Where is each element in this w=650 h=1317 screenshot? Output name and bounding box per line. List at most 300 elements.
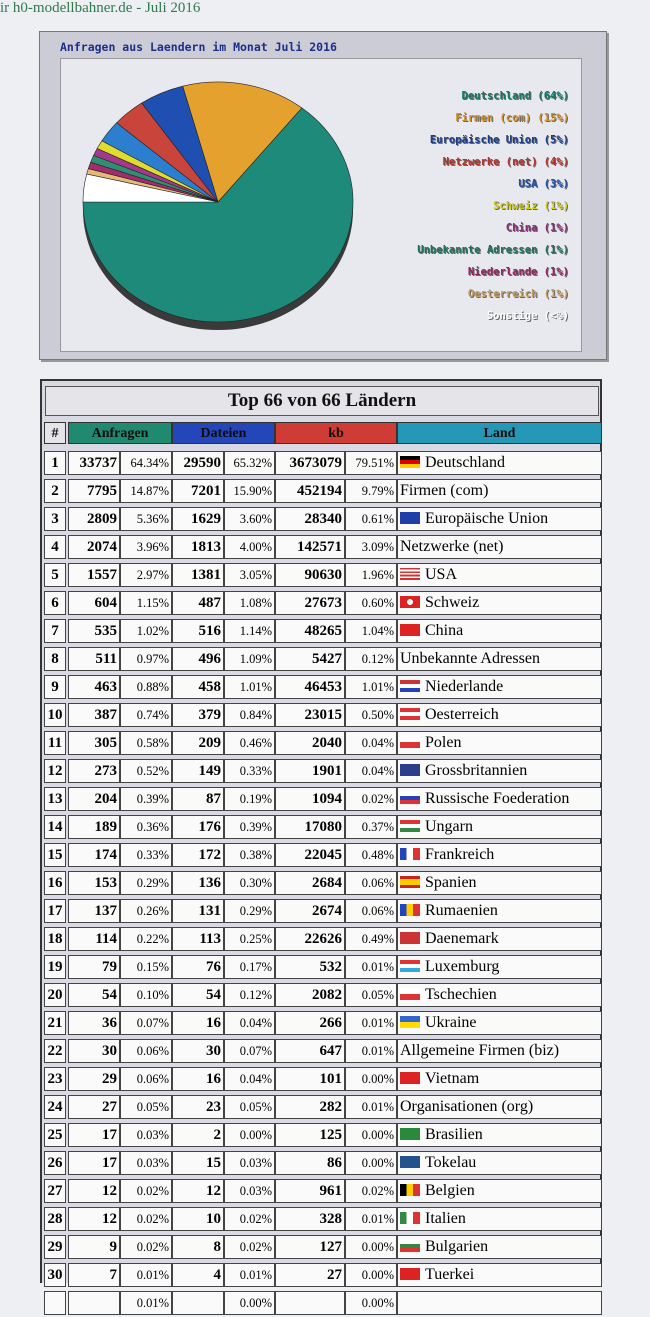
table-row — [42, 1037, 604, 1065]
hits-cell: 27 — [68, 1095, 120, 1119]
kb-percent-cell: 0.00% — [345, 1263, 397, 1287]
hits-percent-cell: 0.88% — [120, 675, 172, 699]
rank-cell: 14 — [44, 815, 66, 839]
hits-percent-cell: 14.87% — [120, 479, 172, 503]
files-cell: 149 — [172, 759, 224, 783]
table-row — [42, 1093, 604, 1121]
rank-cell: 10 — [44, 703, 66, 727]
table-row — [42, 869, 604, 897]
files-percent-cell: 0.03% — [224, 1151, 275, 1175]
rank-cell: 19 — [44, 955, 66, 979]
table-row — [42, 897, 604, 925]
kb-percent-cell: 9.79% — [345, 479, 397, 503]
country-cell — [397, 927, 602, 951]
files-cell: 54 — [172, 983, 224, 1007]
kb-cell: 17080 — [275, 815, 345, 839]
rank-cell: 26 — [44, 1151, 66, 1175]
rank-cell — [44, 1291, 66, 1315]
legend-item: USA (3%) — [518, 178, 569, 190]
table-row — [42, 1261, 604, 1289]
files-percent-cell: 4.00% — [224, 535, 275, 559]
legend-item: Schweiz (1%) — [493, 200, 569, 212]
files-percent-cell: 0.12% — [224, 983, 275, 1007]
country-cell — [397, 1235, 602, 1259]
country-name: Netzwerke (net) — [400, 538, 504, 555]
legend-item: Deutschland (64%) — [461, 90, 569, 102]
rank-cell: 1 — [44, 451, 66, 475]
country-name: Daenemark — [425, 930, 499, 947]
files-percent-cell: 0.30% — [224, 871, 275, 895]
country-name: Tschechien — [425, 986, 497, 1003]
hits-cell: 387 — [68, 703, 120, 727]
flag-icon — [400, 568, 420, 580]
files-cell: 487 — [172, 591, 224, 615]
files-percent-cell: 0.19% — [224, 787, 275, 811]
country-cell — [397, 1039, 602, 1063]
legend-item: Europäische Union (5%) — [429, 134, 569, 146]
rank-cell: 15 — [44, 843, 66, 867]
hits-cell: 273 — [68, 759, 120, 783]
country-name: Grossbritannien — [425, 762, 528, 779]
kb-cell: 2040 — [275, 731, 345, 755]
rank-cell: 3 — [44, 507, 66, 531]
country-cell — [397, 1123, 602, 1147]
kb-cell: 2684 — [275, 871, 345, 895]
hits-percent-cell: 0.15% — [120, 955, 172, 979]
table-row — [42, 1233, 604, 1261]
flag-icon — [400, 1156, 420, 1168]
hits-percent-cell: 0.29% — [120, 871, 172, 895]
hits-cell: 189 — [68, 815, 120, 839]
kb-percent-cell: 0.00% — [345, 1123, 397, 1147]
hits-percent-cell: 0.05% — [120, 1095, 172, 1119]
country-cell — [397, 1291, 602, 1315]
country-cell — [397, 983, 602, 1007]
files-cell: 113 — [172, 927, 224, 951]
country-cell — [397, 1263, 602, 1287]
hits-cell: 204 — [68, 787, 120, 811]
country-name: Schweiz — [425, 594, 480, 611]
rank-cell: 9 — [44, 675, 66, 699]
kb-percent-cell: 0.01% — [345, 1039, 397, 1063]
files-cell: 136 — [172, 871, 224, 895]
country-cell — [397, 787, 602, 811]
kb-cell: 28340 — [275, 507, 345, 531]
hits-cell: 7 — [68, 1263, 120, 1287]
kb-cell: 961 — [275, 1179, 345, 1203]
country-stats-table — [40, 379, 602, 1310]
kb-percent-cell: 0.00% — [345, 1067, 397, 1091]
kb-cell: 142571 — [275, 535, 345, 559]
flag-icon — [400, 792, 420, 804]
country-name: Frankreich — [425, 846, 495, 863]
country-cell — [397, 591, 602, 615]
files-percent-cell: 3.60% — [224, 507, 275, 531]
kb-percent-cell: 0.48% — [345, 843, 397, 867]
kb-cell: 101 — [275, 1067, 345, 1091]
hits-percent-cell: 0.02% — [120, 1235, 172, 1259]
hits-cell: 12 — [68, 1207, 120, 1231]
country-cell — [397, 1151, 602, 1175]
rank-cell: 30 — [44, 1263, 66, 1287]
hits-percent-cell: 0.03% — [120, 1151, 172, 1175]
table-row — [42, 757, 604, 785]
kb-cell: 2082 — [275, 983, 345, 1007]
flag-icon — [400, 876, 420, 888]
kb-percent-cell: 0.50% — [345, 703, 397, 727]
kb-percent-cell: 0.06% — [345, 871, 397, 895]
kb-cell: 22045 — [275, 843, 345, 867]
kb-cell: 27673 — [275, 591, 345, 615]
column-header-number: # — [44, 422, 66, 444]
kb-percent-cell: 0.06% — [345, 899, 397, 923]
table-row — [42, 589, 604, 617]
hits-percent-cell: 0.03% — [120, 1123, 172, 1147]
flag-icon — [400, 764, 420, 776]
country-cell — [397, 871, 602, 895]
hits-percent-cell: 1.15% — [120, 591, 172, 615]
flag-icon — [400, 1128, 420, 1140]
table-row — [42, 645, 604, 673]
rank-cell: 20 — [44, 983, 66, 1007]
files-cell: 4 — [172, 1263, 224, 1287]
kb-percent-cell: 0.04% — [345, 731, 397, 755]
hits-percent-cell: 0.97% — [120, 647, 172, 671]
hits-cell — [68, 1291, 120, 1315]
files-cell: 1813 — [172, 535, 224, 559]
hits-percent-cell: 0.52% — [120, 759, 172, 783]
files-percent-cell: 1.08% — [224, 591, 275, 615]
country-name: China — [425, 622, 464, 639]
hits-cell: 604 — [68, 591, 120, 615]
country-cell — [397, 563, 602, 587]
kb-percent-cell: 1.01% — [345, 675, 397, 699]
kb-cell: 46453 — [275, 675, 345, 699]
country-name: Italien — [425, 1210, 466, 1227]
files-cell: 12 — [172, 1179, 224, 1203]
files-cell: 29590 — [172, 451, 224, 475]
table-row — [42, 1009, 604, 1037]
country-cell — [397, 1179, 602, 1203]
country-name: Luxemburg — [425, 958, 500, 975]
hits-percent-cell: 0.74% — [120, 703, 172, 727]
country-cell — [397, 535, 602, 559]
kb-percent-cell: 1.04% — [345, 619, 397, 643]
kb-cell: 532 — [275, 955, 345, 979]
table-title: Top 66 von 66 Ländern — [45, 386, 599, 416]
hits-cell: 2074 — [68, 535, 120, 559]
rank-cell: 16 — [44, 871, 66, 895]
country-name: Bulgarien — [425, 1238, 489, 1255]
kb-percent-cell: 0.00% — [345, 1291, 397, 1315]
country-name: Spanien — [425, 874, 477, 891]
table-row — [42, 841, 604, 869]
files-percent-cell: 0.03% — [224, 1179, 275, 1203]
country-name: Brasilien — [425, 1126, 483, 1143]
files-percent-cell: 0.38% — [224, 843, 275, 867]
table-row — [42, 785, 604, 813]
files-percent-cell: 3.05% — [224, 563, 275, 587]
country-cell — [397, 955, 602, 979]
kb-percent-cell: 79.51% — [345, 451, 397, 475]
table-row — [42, 1121, 604, 1149]
hits-cell: 305 — [68, 731, 120, 755]
rank-cell: 7 — [44, 619, 66, 643]
rank-cell: 17 — [44, 899, 66, 923]
country-cell — [397, 703, 602, 727]
country-cell — [397, 1207, 602, 1231]
kb-cell: 23015 — [275, 703, 345, 727]
hits-percent-cell: 1.02% — [120, 619, 172, 643]
legend-item: Sonstige (<%) — [486, 310, 569, 322]
hits-cell: 17 — [68, 1151, 120, 1175]
table-row — [42, 1205, 604, 1233]
table-row — [42, 701, 604, 729]
country-cell — [397, 451, 602, 475]
files-percent-cell: 0.29% — [224, 899, 275, 923]
files-percent-cell: 0.05% — [224, 1095, 275, 1119]
country-name: Europäische Union — [425, 510, 549, 527]
hits-cell: 153 — [68, 871, 120, 895]
kb-percent-cell: 0.00% — [345, 1235, 397, 1259]
table-row — [42, 1149, 604, 1177]
files-percent-cell: 0.00% — [224, 1291, 275, 1315]
kb-cell: 48265 — [275, 619, 345, 643]
kb-cell — [275, 1291, 345, 1315]
files-cell: 15 — [172, 1151, 224, 1175]
hits-percent-cell: 3.96% — [120, 535, 172, 559]
files-cell: 16 — [172, 1067, 224, 1091]
country-name: Allgemeine Firmen (biz) — [400, 1042, 560, 1059]
country-name: Polen — [425, 734, 462, 751]
country-name: Ungarn — [425, 818, 473, 835]
country-cell — [397, 731, 602, 755]
hits-percent-cell: 0.36% — [120, 815, 172, 839]
country-name: Belgien — [425, 1182, 475, 1199]
rank-cell: 8 — [44, 647, 66, 671]
files-cell: 7201 — [172, 479, 224, 503]
chart-plot-area — [60, 58, 582, 352]
files-percent-cell: 0.17% — [224, 955, 275, 979]
files-percent-cell: 0.02% — [224, 1207, 275, 1231]
page-header-text: ir h0-modellbahner.de - Juli 2016 — [0, 0, 201, 16]
kb-percent-cell: 0.04% — [345, 759, 397, 783]
files-percent-cell: 0.02% — [224, 1235, 275, 1259]
country-name: Ukraine — [425, 1014, 477, 1031]
files-cell: 496 — [172, 647, 224, 671]
kb-cell: 266 — [275, 1011, 345, 1035]
hits-cell: 2809 — [68, 507, 120, 531]
flag-icon — [400, 708, 420, 720]
hits-cell: 511 — [68, 647, 120, 671]
files-cell: 30 — [172, 1039, 224, 1063]
kb-percent-cell: 3.09% — [345, 535, 397, 559]
rank-cell: 25 — [44, 1123, 66, 1147]
hits-percent-cell: 0.01% — [120, 1263, 172, 1287]
country-cell — [397, 899, 602, 923]
hits-percent-cell: 0.06% — [120, 1039, 172, 1063]
files-cell — [172, 1291, 224, 1315]
table-row — [42, 1289, 604, 1317]
files-cell: 209 — [172, 731, 224, 755]
table-row — [42, 617, 604, 645]
kb-percent-cell: 0.01% — [345, 955, 397, 979]
files-percent-cell: 0.04% — [224, 1067, 275, 1091]
flag-icon — [400, 1268, 420, 1280]
kb-cell: 125 — [275, 1123, 345, 1147]
rank-cell: 13 — [44, 787, 66, 811]
files-percent-cell: 1.01% — [224, 675, 275, 699]
files-percent-cell: 0.25% — [224, 927, 275, 951]
flag-icon — [400, 1016, 420, 1028]
files-cell: 1381 — [172, 563, 224, 587]
kb-percent-cell: 0.05% — [345, 983, 397, 1007]
kb-cell: 27 — [275, 1263, 345, 1287]
table-row — [42, 953, 604, 981]
kb-cell: 282 — [275, 1095, 345, 1119]
hits-cell: 54 — [68, 983, 120, 1007]
country-name: Firmen (com) — [400, 482, 489, 499]
kb-cell: 3673079 — [275, 451, 345, 475]
hits-cell: 36 — [68, 1011, 120, 1035]
kb-cell: 328 — [275, 1207, 345, 1231]
hits-percent-cell: 0.06% — [120, 1067, 172, 1091]
country-name: Oesterreich — [425, 706, 499, 723]
country-cell — [397, 1067, 602, 1091]
files-percent-cell: 0.84% — [224, 703, 275, 727]
hits-percent-cell: 0.33% — [120, 843, 172, 867]
column-header-land: Land — [397, 422, 602, 444]
flag-icon — [400, 988, 420, 1000]
table-row — [42, 729, 604, 757]
hits-percent-cell: 0.02% — [120, 1179, 172, 1203]
table-row — [42, 981, 604, 1009]
rank-cell: 24 — [44, 1095, 66, 1119]
country-name: Niederlande — [425, 678, 504, 695]
country-cell — [397, 1095, 602, 1119]
hits-cell: 9 — [68, 1235, 120, 1259]
column-header-files: Dateien — [172, 422, 275, 444]
country-pie-chart-panel — [39, 31, 607, 360]
files-percent-cell: 0.00% — [224, 1123, 275, 1147]
country-name: Deutschland — [425, 454, 505, 471]
kb-percent-cell: 0.60% — [345, 591, 397, 615]
files-cell: 176 — [172, 815, 224, 839]
rank-cell: 5 — [44, 563, 66, 587]
kb-percent-cell: 0.01% — [345, 1011, 397, 1035]
kb-cell: 22626 — [275, 927, 345, 951]
hits-percent-cell: 64.34% — [120, 451, 172, 475]
files-cell: 2 — [172, 1123, 224, 1147]
files-percent-cell: 0.33% — [224, 759, 275, 783]
rank-cell: 22 — [44, 1039, 66, 1063]
hits-cell: 79 — [68, 955, 120, 979]
kb-percent-cell: 0.01% — [345, 1095, 397, 1119]
flag-icon — [400, 456, 420, 468]
files-cell: 458 — [172, 675, 224, 699]
flag-icon — [400, 736, 420, 748]
table-row — [42, 813, 604, 841]
chart-title: Anfragen aus Laendern im Monat Juli 2016 — [60, 40, 337, 54]
table-row — [42, 533, 604, 561]
files-percent-cell: 0.39% — [224, 815, 275, 839]
files-percent-cell: 0.04% — [224, 1011, 275, 1035]
hits-percent-cell: 0.02% — [120, 1207, 172, 1231]
hits-percent-cell: 0.10% — [120, 983, 172, 1007]
country-cell — [397, 619, 602, 643]
hits-percent-cell: 0.26% — [120, 899, 172, 923]
table-body — [42, 449, 604, 1317]
table-row — [42, 449, 604, 477]
flag-icon — [400, 680, 420, 692]
flag-icon — [400, 1212, 420, 1224]
hits-cell: 12 — [68, 1179, 120, 1203]
country-name: Rumaenien — [425, 902, 498, 919]
column-header-kb: kb — [275, 422, 397, 444]
kb-percent-cell: 0.61% — [345, 507, 397, 531]
country-name: USA — [425, 566, 458, 583]
rank-cell: 6 — [44, 591, 66, 615]
hits-percent-cell: 0.22% — [120, 927, 172, 951]
rank-cell: 29 — [44, 1235, 66, 1259]
files-percent-cell: 0.01% — [224, 1263, 275, 1287]
hits-percent-cell: 0.58% — [120, 731, 172, 755]
files-cell: 131 — [172, 899, 224, 923]
flag-icon — [400, 848, 420, 860]
files-cell: 76 — [172, 955, 224, 979]
table-row — [42, 505, 604, 533]
hits-percent-cell: 0.07% — [120, 1011, 172, 1035]
files-cell: 379 — [172, 703, 224, 727]
kb-percent-cell: 0.37% — [345, 815, 397, 839]
files-cell: 16 — [172, 1011, 224, 1035]
country-cell — [397, 843, 602, 867]
rank-cell: 18 — [44, 927, 66, 951]
country-name: Russische Foederation — [425, 790, 570, 807]
country-cell — [397, 479, 602, 503]
hits-cell: 33737 — [68, 451, 120, 475]
country-cell — [397, 815, 602, 839]
files-percent-cell: 0.46% — [224, 731, 275, 755]
hits-percent-cell: 0.39% — [120, 787, 172, 811]
hits-cell: 1557 — [68, 563, 120, 587]
files-cell: 23 — [172, 1095, 224, 1119]
flag-icon — [400, 1240, 420, 1252]
country-name: Tuerkei — [425, 1266, 475, 1283]
kb-cell: 2674 — [275, 899, 345, 923]
hits-cell: 114 — [68, 927, 120, 951]
files-percent-cell: 1.14% — [224, 619, 275, 643]
country-cell — [397, 675, 602, 699]
rank-cell: 28 — [44, 1207, 66, 1231]
flag-icon — [400, 1184, 420, 1196]
legend-item: Niederlande (1%) — [467, 266, 569, 278]
kb-cell: 1901 — [275, 759, 345, 783]
flag-icon — [400, 820, 420, 832]
kb-cell: 452194 — [275, 479, 345, 503]
legend-item: Netzwerke (net) (4%) — [442, 156, 569, 168]
files-percent-cell: 65.32% — [224, 451, 275, 475]
kb-percent-cell: 0.49% — [345, 927, 397, 951]
rank-cell: 4 — [44, 535, 66, 559]
country-cell — [397, 507, 602, 531]
flag-icon — [400, 596, 420, 608]
table-row — [42, 1177, 604, 1205]
country-name: Unbekannte Adressen — [400, 650, 540, 667]
chart-legend — [417, 85, 569, 327]
files-cell: 172 — [172, 843, 224, 867]
files-cell: 516 — [172, 619, 224, 643]
